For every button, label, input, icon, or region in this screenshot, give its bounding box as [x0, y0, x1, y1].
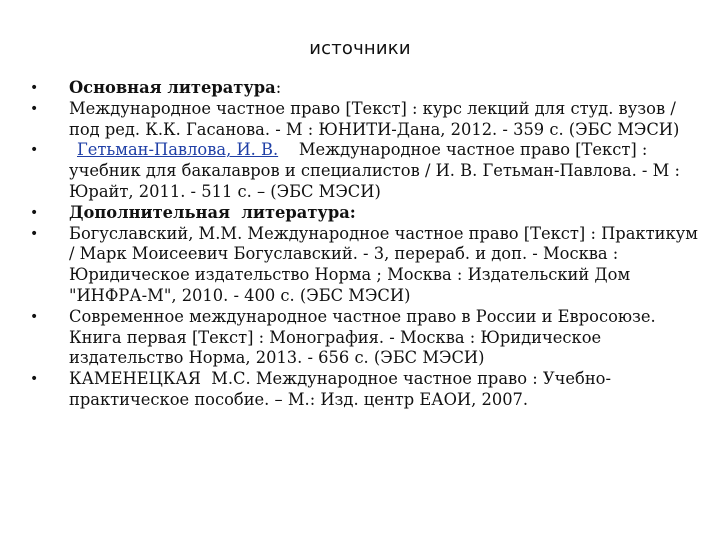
bullet-icon: • — [30, 142, 39, 159]
list-item — [30, 140, 702, 202]
additional-literature-heading: Дополнительная литература: — [69, 202, 356, 222]
source-text: КАМЕНЕЦКАЯ М.С. Международное частное право : Учебно-практическое пособие. – М.: Изд. центр ЕАОИ, 2007. — [69, 369, 611, 409]
sources-list — [30, 78, 702, 411]
list-item — [30, 307, 702, 369]
bullet-icon: • — [30, 371, 39, 388]
list-item — [30, 203, 702, 224]
bullet-icon: • — [30, 225, 39, 242]
list-item — [30, 99, 702, 141]
bullet-icon: • — [30, 204, 39, 221]
source-text: Богуславский, М.М. Международное частное право [Текст] : Практикум / Марк Моисеевич Богуславский. - 3, перераб. и доп. - Москва : Юридическое издательство Норма ; Москва : Издательский Дом "ИНФРА-М", 2010. - 400 с. (ЭБС МЭСИ) — [69, 223, 698, 305]
bullet-icon: • — [30, 80, 39, 96]
source-text: Международное частное право [Текст] : курс лекций для студ. вузов / под ред. К.К. Гасанова. - М : ЮНИТИ-Дана, 2012. - 359 с. (ЭБС МЭСИ) — [69, 98, 680, 139]
list-item — [30, 224, 702, 307]
source-text: Международное частное право [Текст] : учебник для бакалавров и специалистов / И. В. Гетьман-Павлова. - М : Юрайт, 2011. - 511 с. – (ЭБС МЭСИ) — [69, 140, 686, 201]
bullet-icon: • — [30, 100, 39, 117]
bullet-icon: • — [30, 308, 39, 325]
main-literature-heading: Основная литература — [69, 78, 276, 97]
slide-title: источники — [309, 38, 411, 59]
list-item — [30, 369, 702, 411]
source-text: Современное международное частное право в России и Евросоюзе. Книга первая [Текст] : Монография. - Москва : Юридическое издательство Норма, 2013. - 656 с. (ЭБС МЭСИ) — [69, 306, 656, 368]
heading-colon: : — [275, 78, 282, 97]
author-link[interactable]: Гетьман-Павлова, И. В. — [77, 140, 279, 160]
list-item — [30, 78, 702, 99]
